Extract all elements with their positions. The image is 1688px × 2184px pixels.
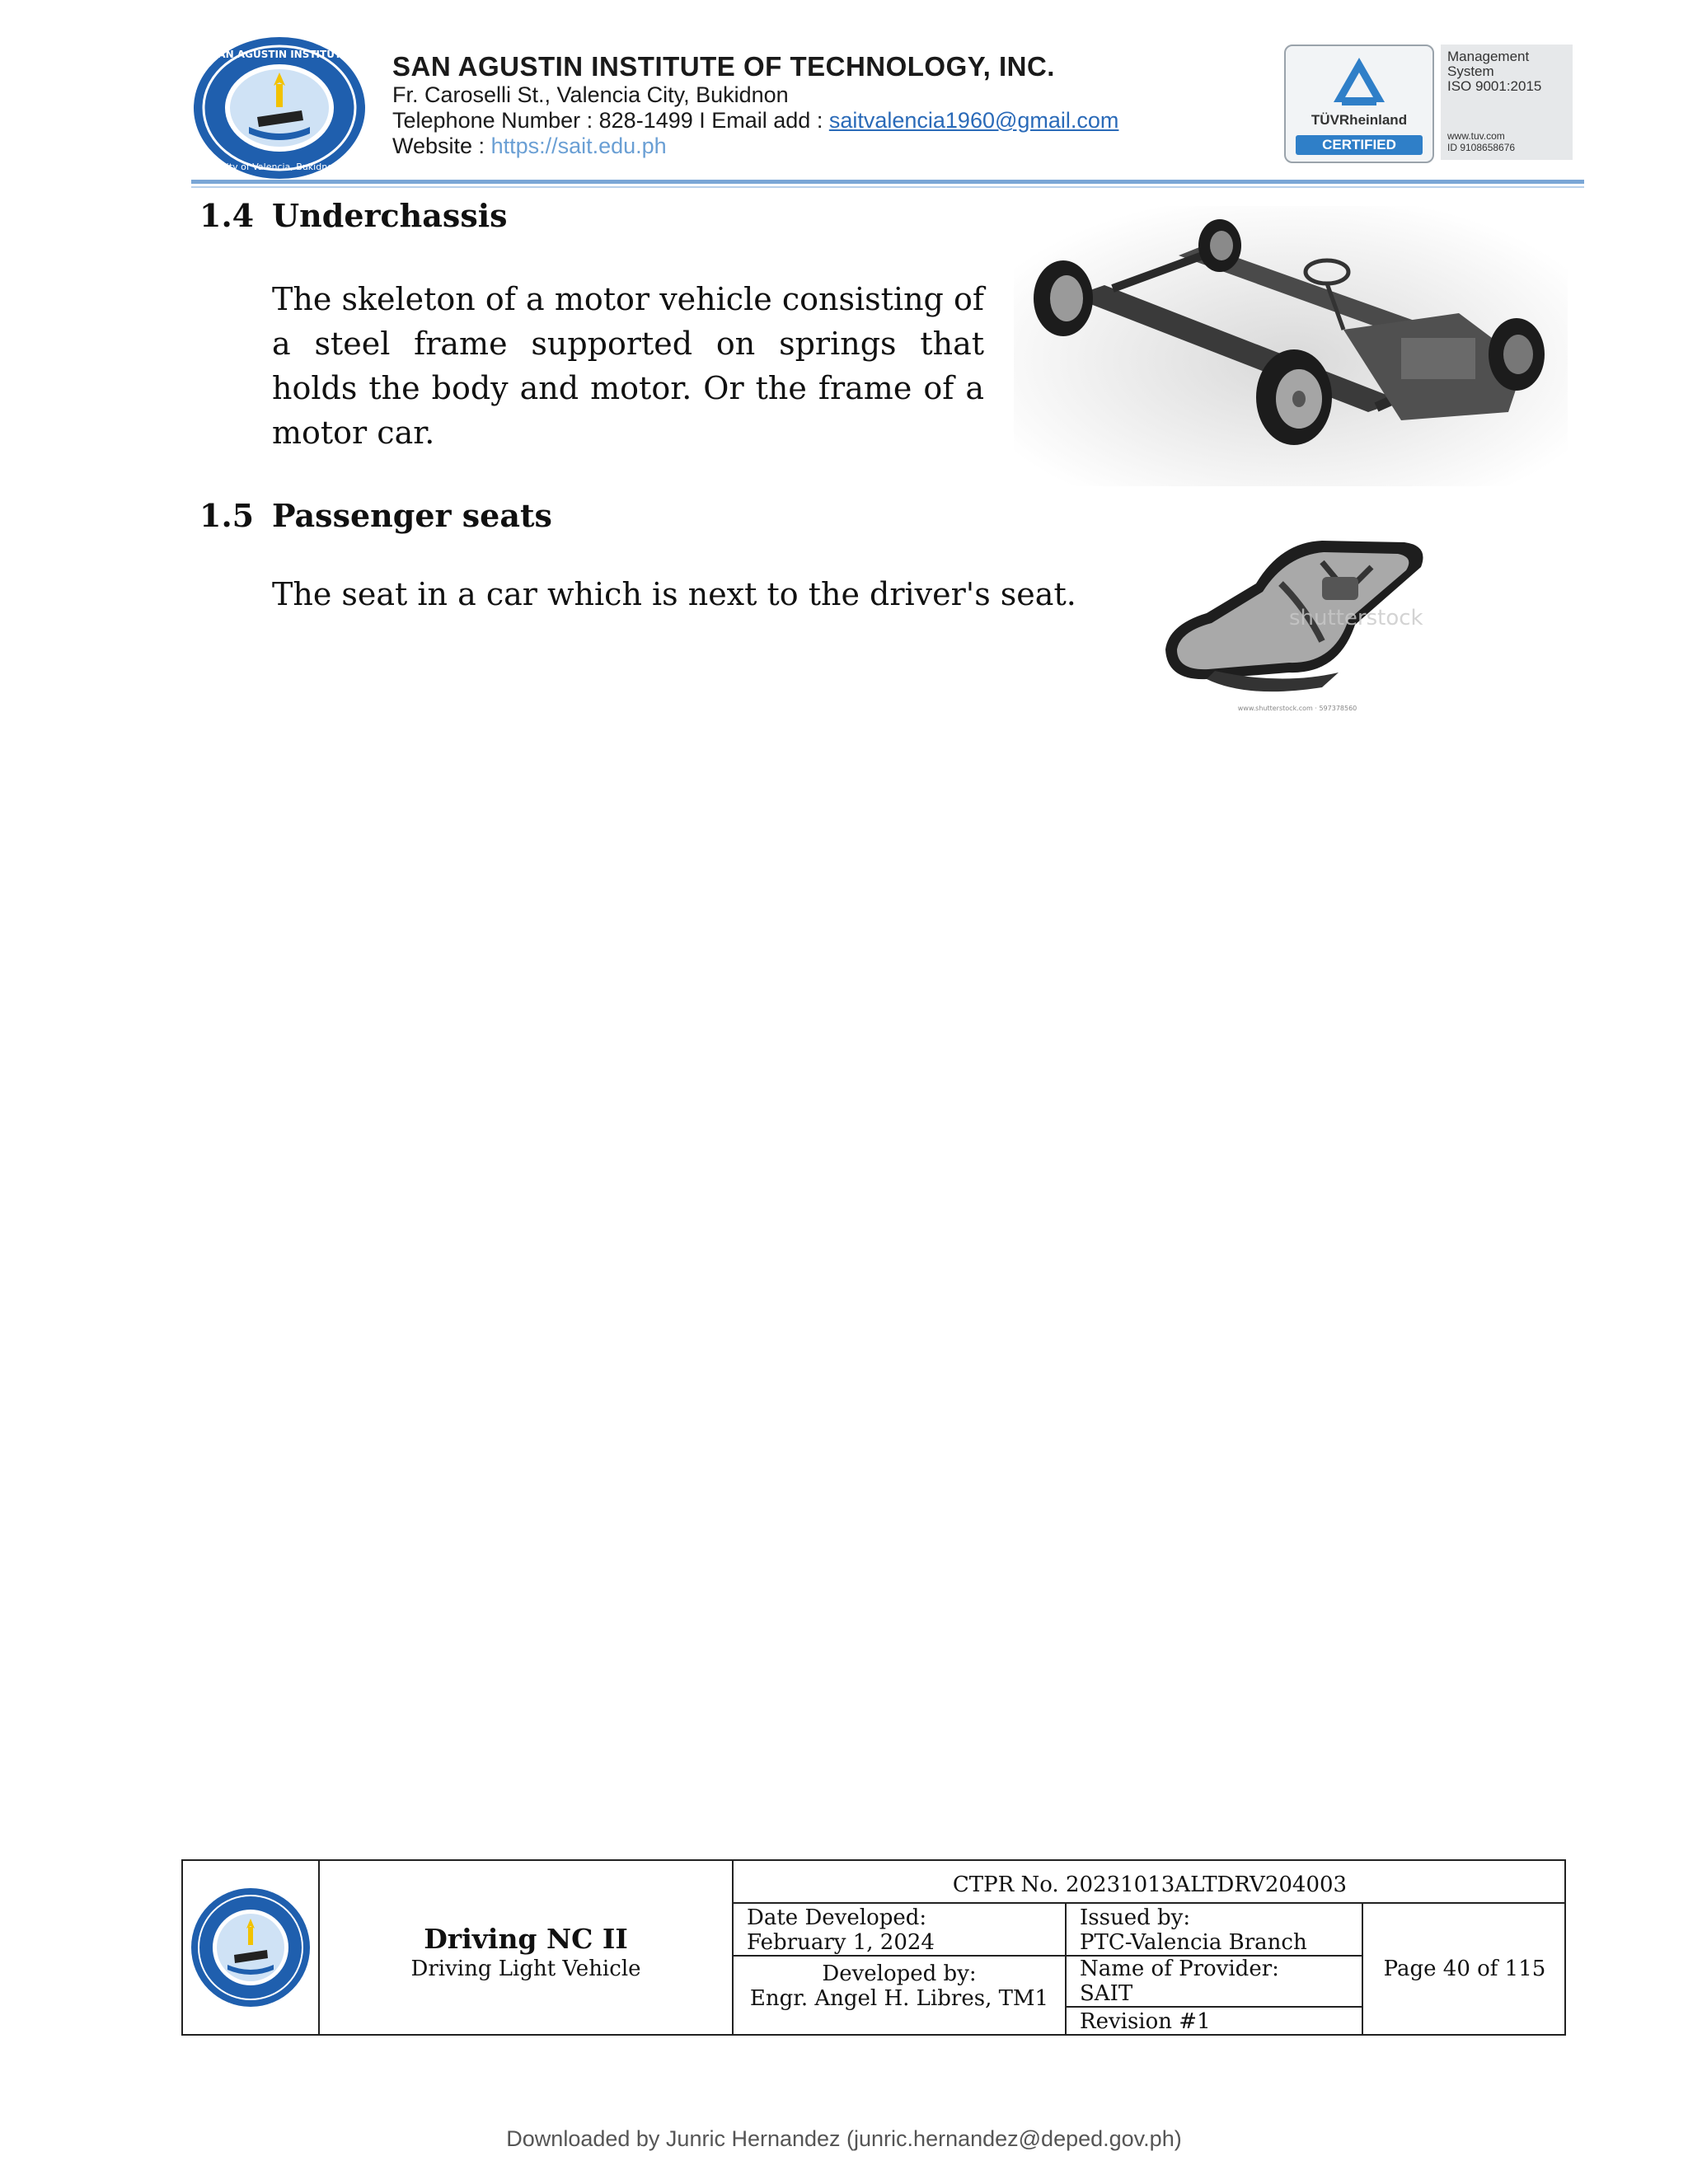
cert-side-line2: System bbox=[1447, 63, 1494, 79]
page-number: Page 40 of 115 bbox=[1383, 1957, 1546, 1981]
cert-brand: TÜVRheinland bbox=[1311, 112, 1408, 128]
telephone-text: Telephone Number : 828-1499 I Email add : bbox=[392, 108, 829, 133]
ctpr-number: CTPR No. 20231013ALTDRV204003 bbox=[952, 1872, 1348, 1897]
cert-side-line3: ISO 9001:2015 bbox=[1447, 78, 1542, 94]
section-title: Passenger seats bbox=[272, 497, 552, 534]
date-developed-value: February 1, 2024 bbox=[747, 1930, 935, 1955]
revision-number: Revision #1 bbox=[1080, 2009, 1211, 2034]
document-footer-table bbox=[181, 1859, 1566, 2036]
tuv-certification-badge bbox=[1284, 45, 1434, 163]
cert-label: CERTIFIED bbox=[1296, 135, 1423, 155]
section-body-underchassis: The skeleton of a motor vehicle consisting of a steel frame supported on springs that holds the body and motor. Or the frame of a motor car. bbox=[272, 281, 984, 451]
section-body-passenger-seats: The seat in a car which is next to the driver's seat. bbox=[272, 576, 1076, 612]
issued-by-label: Issued by: bbox=[1080, 1905, 1191, 1930]
institute-address: Fr. Caroselli St., Valencia City, Bukidnon bbox=[392, 82, 789, 107]
car-chassis-image bbox=[1014, 206, 1568, 486]
footer-institute-logo bbox=[190, 1886, 312, 2009]
developed-by-label: Developed by: bbox=[822, 1961, 977, 1986]
website-link[interactable]: https://sait.edu.ph bbox=[490, 134, 667, 158]
institute-name: SAN AGUSTIN INSTITUTE OF TECHNOLOGY, INC. bbox=[392, 51, 1055, 82]
seat-caption: www.shutterstock.com · 597378560 bbox=[1237, 705, 1357, 712]
course-subtitle: Driving Light Vehicle bbox=[410, 1957, 641, 1981]
section-title: Underchassis bbox=[272, 197, 508, 234]
front-left-wheel bbox=[1256, 349, 1332, 445]
course-title: Driving NC II bbox=[424, 1923, 628, 1955]
front-right-wheel bbox=[1489, 318, 1545, 391]
cert-side-url: www.tuv.com bbox=[1447, 130, 1505, 142]
iso-certification-panel bbox=[1441, 45, 1573, 160]
institute-contact bbox=[392, 108, 1118, 134]
provider-label: Name of Provider: bbox=[1080, 1957, 1279, 1981]
cert-side-footer bbox=[1447, 130, 1515, 153]
institute-logo bbox=[191, 35, 368, 181]
header-divider bbox=[191, 180, 1584, 184]
seat-watermark: shutterstock bbox=[1289, 606, 1423, 630]
issued-by-value: PTC-Valencia Branch bbox=[1080, 1930, 1307, 1955]
cert-side-id: ID 9108658676 bbox=[1447, 142, 1516, 153]
section-heading-underchassis bbox=[199, 198, 508, 234]
car-seat-image bbox=[1157, 534, 1437, 717]
section-number: 1.5 bbox=[199, 497, 255, 534]
institute-website bbox=[392, 134, 1118, 159]
section-heading-passenger-seats bbox=[199, 498, 552, 534]
provider-value: SAIT bbox=[1080, 1981, 1133, 2006]
header-divider-secondary bbox=[191, 186, 1584, 188]
download-attribution: Downloaded by Junric Hernandez (junric.hernandez@deped.gov.ph) bbox=[506, 2126, 1182, 2151]
institute-info bbox=[392, 51, 1118, 159]
rear-right-wheel bbox=[1198, 219, 1241, 272]
date-developed-label: Date Developed: bbox=[747, 1905, 927, 1930]
developed-by-value: Engr. Angel H. Libres, TM1 bbox=[749, 1986, 1049, 2011]
cert-side-line1: Management bbox=[1447, 49, 1530, 64]
logo-ring-text-bottom: City of Valencia, Bukidnon bbox=[220, 162, 339, 172]
section-number: 1.4 bbox=[199, 197, 255, 234]
website-label: Website : bbox=[392, 134, 491, 158]
tuv-triangle-icon bbox=[1330, 54, 1388, 107]
rear-left-wheel bbox=[1034, 260, 1093, 336]
email-link[interactable]: saitvalencia1960@gmail.com bbox=[828, 108, 1119, 133]
logo-ring-text: SAN AGUSTIN INSTITUTE bbox=[210, 49, 349, 60]
